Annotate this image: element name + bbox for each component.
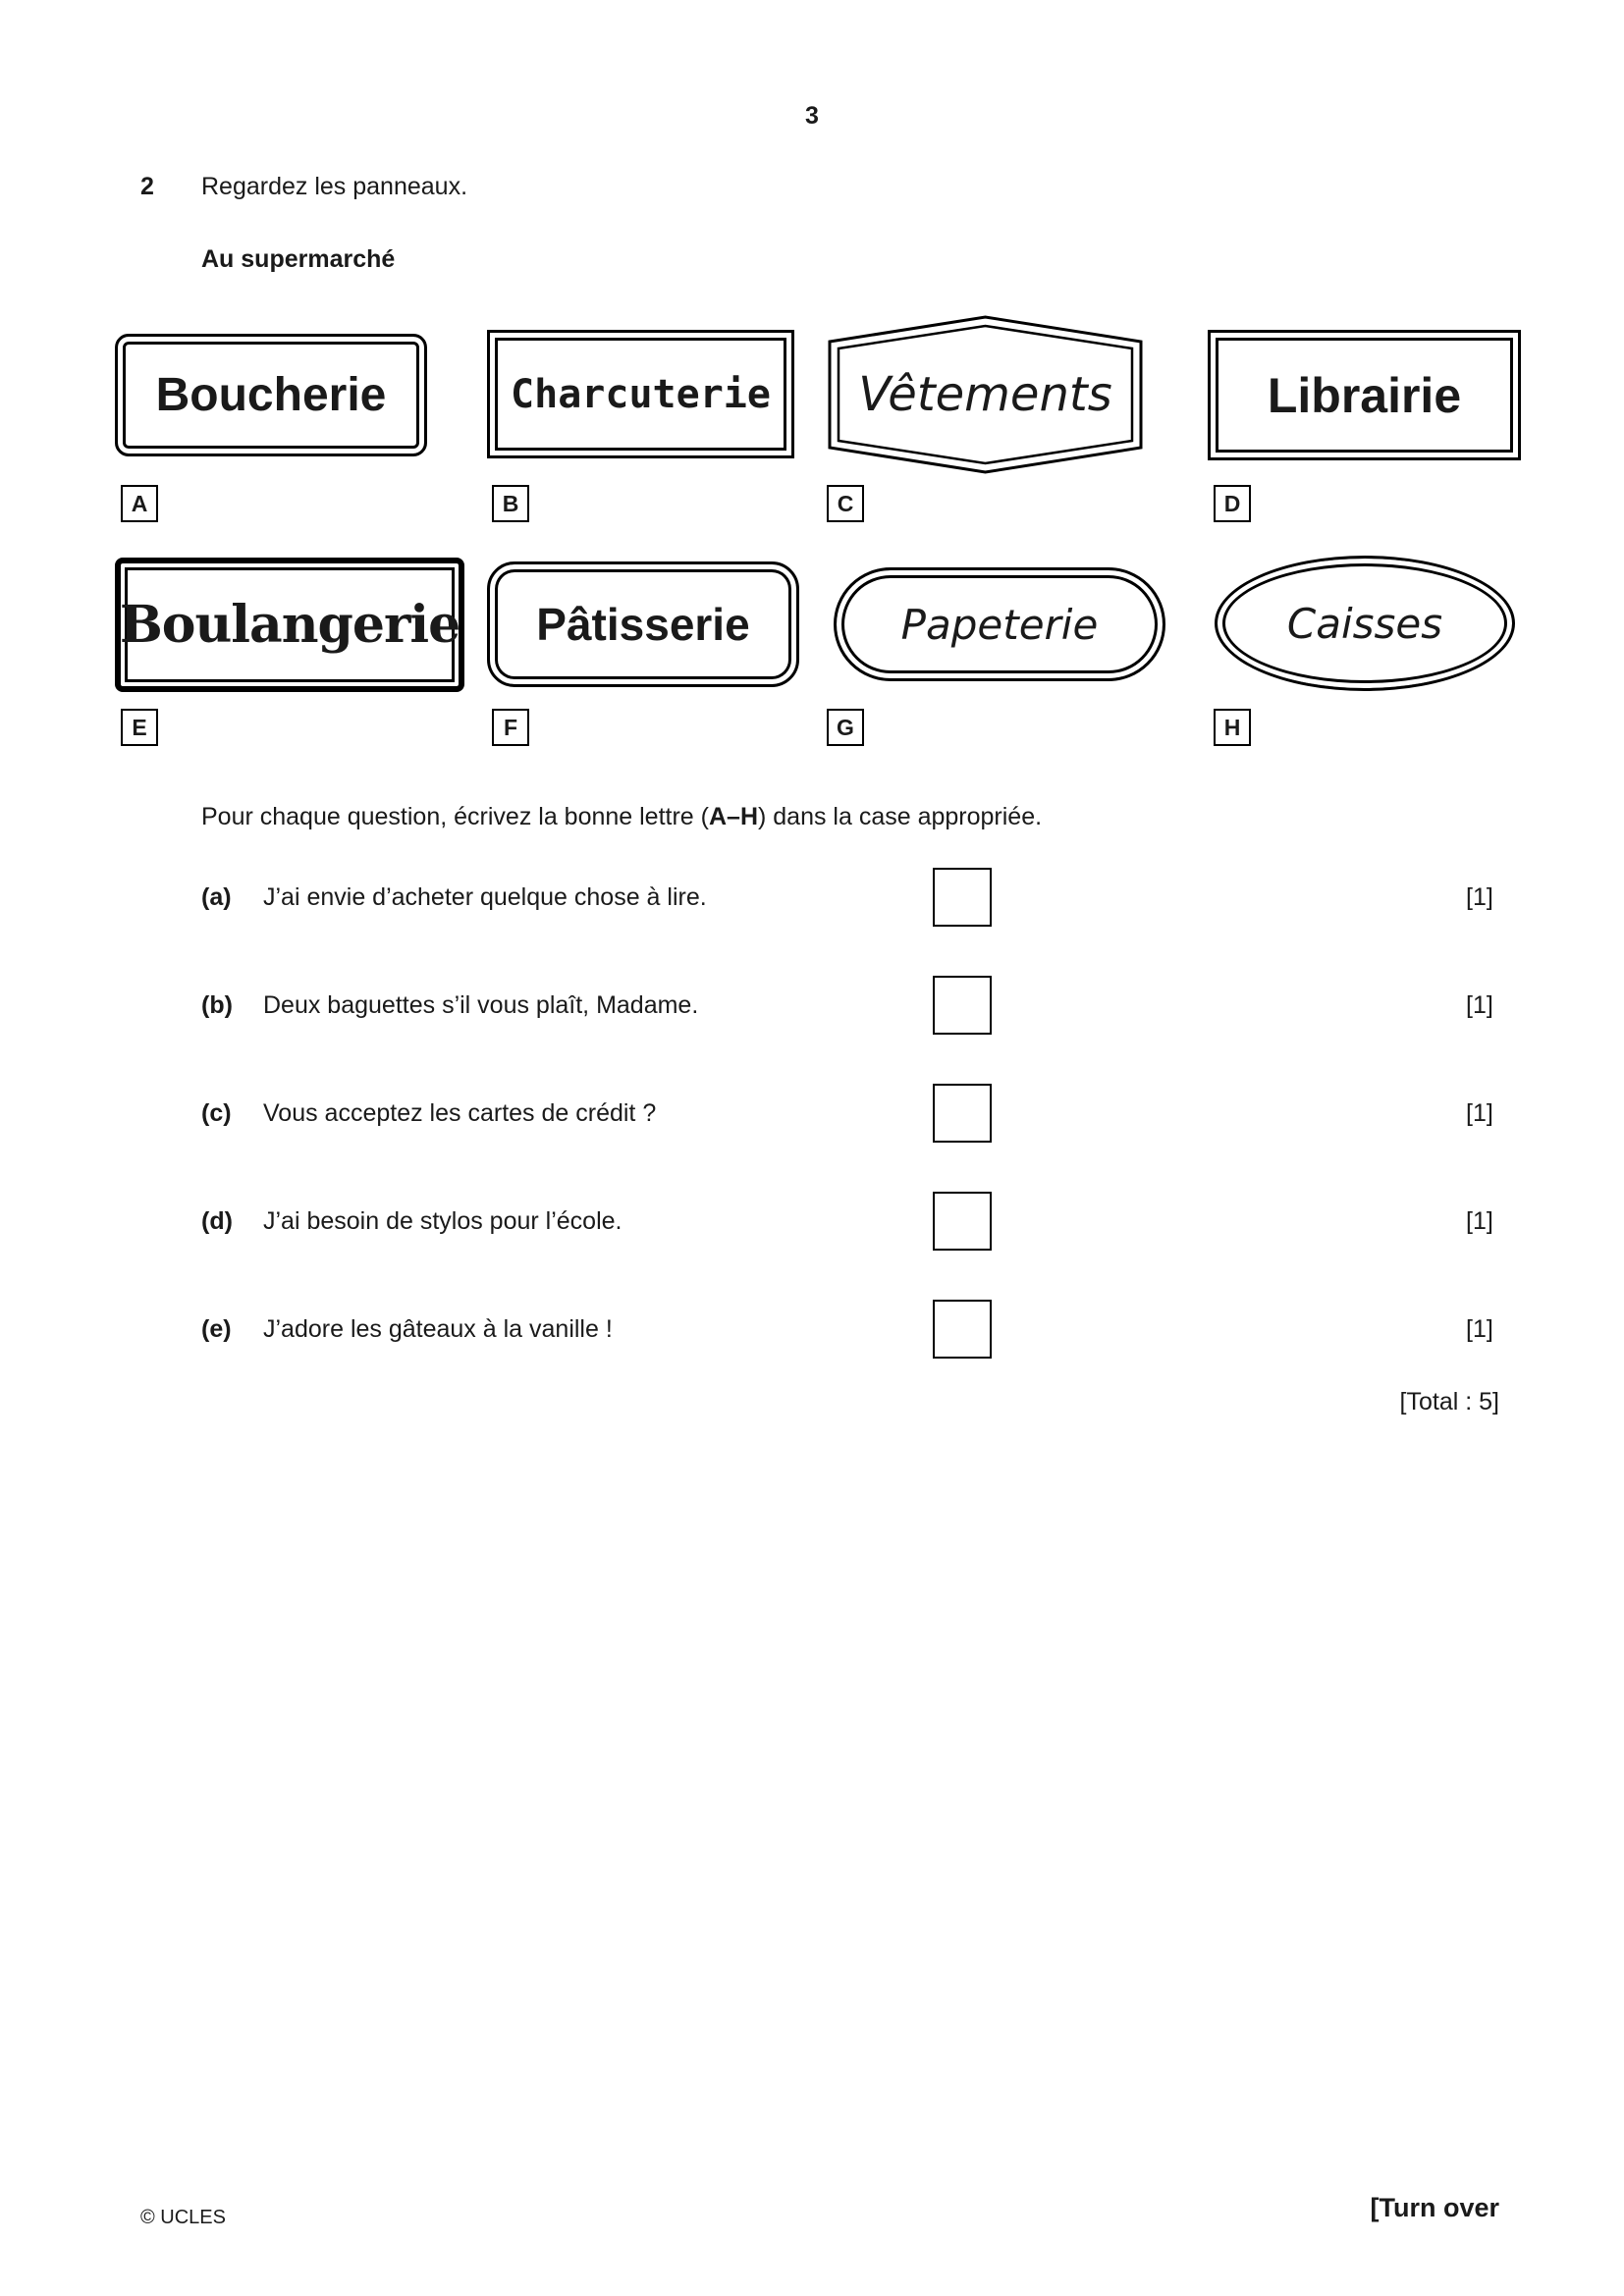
answer-box-e[interactable]	[933, 1300, 992, 1359]
question-item-a	[201, 868, 1507, 927]
sign-letter-f: F	[492, 709, 529, 746]
item-mark: [1]	[1466, 1207, 1493, 1235]
question-context: Au supermarché	[201, 245, 396, 273]
turn-over-label: [Turn over	[1370, 2193, 1499, 2222]
answer-box-d[interactable]	[933, 1192, 992, 1251]
question-item-d	[201, 1192, 1507, 1251]
copyright-notice: © UCLES	[140, 2207, 226, 2228]
item-letter: (b)	[201, 991, 233, 1019]
sign-letter-e: E	[121, 709, 158, 746]
sign-letter-h: H	[1214, 709, 1251, 746]
item-letter: (a)	[201, 883, 232, 911]
item-text: J’ai envie d’acheter quelque chose à lire.	[263, 883, 707, 911]
sign-boulangerie-label: Boulangerie	[119, 595, 460, 655]
sign-caisses-label: Caisses	[1286, 599, 1443, 648]
sign-papeterie	[834, 567, 1165, 681]
task-prompt-range: A–H	[708, 803, 758, 830]
question-item-c	[201, 1084, 1507, 1143]
sign-letter-c: C	[827, 485, 864, 522]
item-letter: (e)	[201, 1315, 232, 1343]
task-prompt	[201, 803, 1042, 831]
sign-letter-b: B	[492, 485, 529, 522]
task-prompt-after: ) dans la case appropriée.	[758, 803, 1043, 830]
page-number: 3	[805, 102, 819, 130]
answer-box-b[interactable]	[933, 976, 992, 1035]
sign-patisserie-label: Pâtisserie	[536, 599, 750, 650]
item-text: Vous acceptez les cartes de crédit ?	[263, 1099, 657, 1127]
total-marks: [Total : 5]	[1399, 1388, 1499, 1415]
item-mark: [1]	[1466, 991, 1493, 1019]
sign-librairie-label: Librairie	[1267, 367, 1462, 423]
sign-caisses	[1215, 556, 1515, 691]
sign-boucherie	[115, 334, 427, 456]
item-text: J’adore les gâteaux à la vanille !	[263, 1315, 613, 1343]
sign-boulangerie	[115, 558, 464, 692]
item-text: J’ai besoin de stylos pour l’école.	[263, 1207, 623, 1235]
item-letter: (c)	[201, 1099, 232, 1127]
sign-boucherie-label: Boucherie	[155, 369, 387, 421]
sign-papeterie-label: Papeterie	[900, 600, 1099, 649]
sign-librairie	[1208, 330, 1521, 460]
item-text: Deux baguettes s’il vous plaît, Madame.	[263, 991, 699, 1019]
item-mark: [1]	[1466, 883, 1493, 911]
answer-box-a[interactable]	[933, 868, 992, 927]
sign-charcuterie	[487, 330, 794, 458]
question-item-b	[201, 976, 1507, 1035]
sign-patisserie	[487, 561, 799, 687]
question-header	[140, 173, 467, 201]
question-number: 2	[140, 173, 154, 200]
answer-box-c[interactable]	[933, 1084, 992, 1143]
task-prompt-before: Pour chaque question, écrivez la bonne lettre (	[201, 803, 709, 830]
sign-vetements-label: Vêtements	[858, 367, 1112, 422]
sign-vetements	[827, 314, 1144, 475]
sign-charcuterie-label: Charcuterie	[511, 371, 771, 417]
question-instruction: Regardez les panneaux.	[201, 173, 468, 200]
question-item-e	[201, 1300, 1507, 1359]
item-mark: [1]	[1466, 1099, 1493, 1127]
sign-letter-g: G	[827, 709, 864, 746]
item-letter: (d)	[201, 1207, 233, 1235]
sign-letter-a: A	[121, 485, 158, 522]
sign-letter-d: D	[1214, 485, 1251, 522]
item-mark: [1]	[1466, 1315, 1493, 1343]
